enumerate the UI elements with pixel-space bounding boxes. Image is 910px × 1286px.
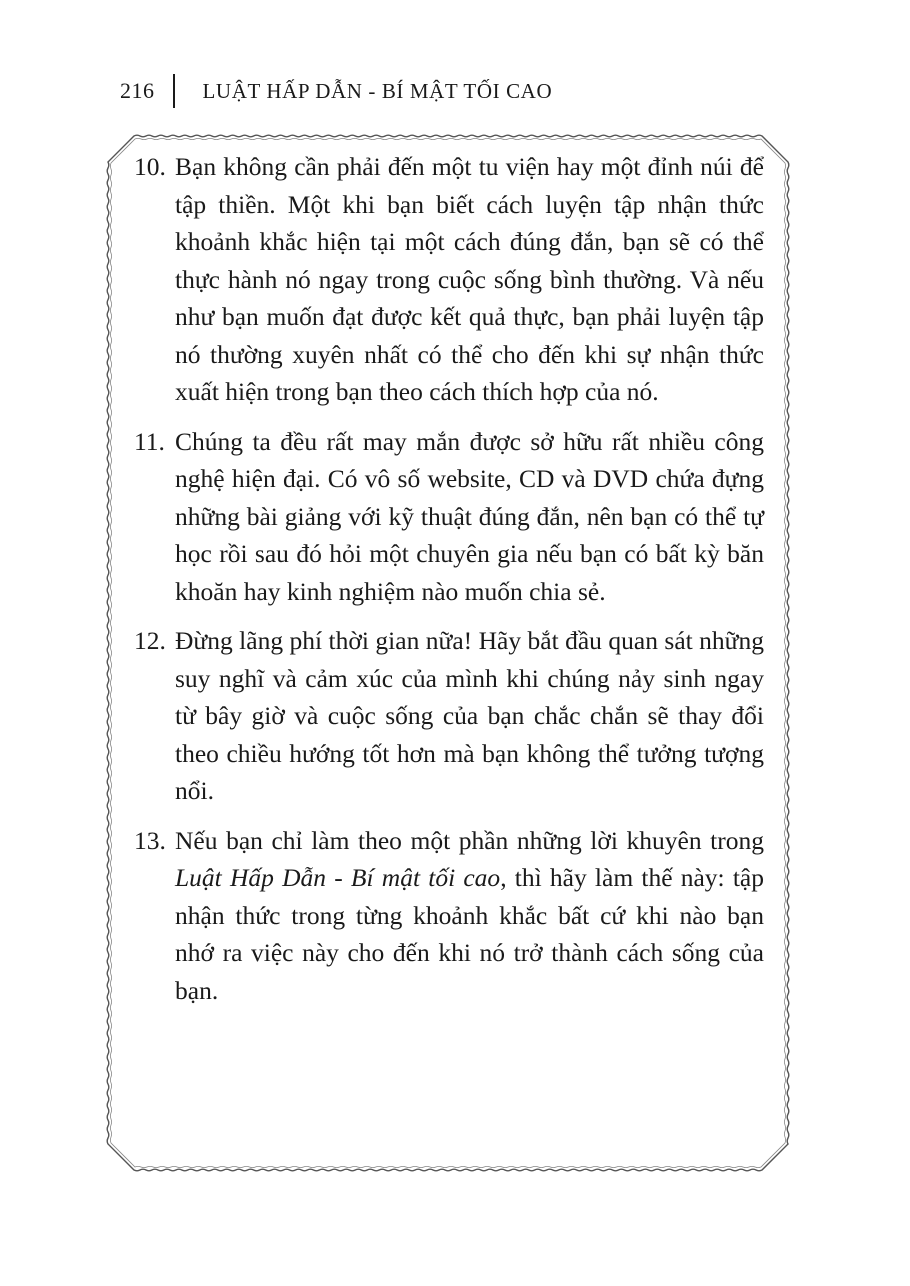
list-item (134, 423, 764, 611)
item-text (175, 822, 764, 1010)
list-item (134, 622, 764, 810)
item-number: 10. (134, 152, 166, 181)
item-number: 12. (134, 626, 166, 655)
item-number: 13. (134, 825, 166, 855)
list-content (134, 148, 764, 1021)
running-head (120, 74, 552, 108)
item-text-before: Nếu bạn chỉ làm theo một phần những lời khuyên trong (175, 825, 764, 855)
item-text-after: , thì hãy làm thế này: tập nhận thức trong từng khoảnh khắc bất cứ khi nào bạn nhớ ra việc này cho đến khi nó trở thành cách sống của bạn. (175, 863, 764, 1005)
item-text: Chúng ta đều rất may mắn được sở hữu rất nhiều công nghệ hiện đại. Có vô số website, CD và DVD chứa đựng những bài giảng với kỹ thuật đúng đắn, nên bạn có thể tự học rồi sau đó hỏi một chuyên gia nếu bạn có bất kỳ băn khoăn hay kinh nghiệm nào muốn chia sẻ. (175, 426, 764, 606)
list-item (134, 148, 764, 411)
item-number: 11. (134, 426, 165, 456)
header-divider (173, 74, 175, 108)
item-book-title-italic: Luật Hấp Dẫn - Bí mật tối cao (175, 863, 501, 892)
list-item (134, 822, 764, 1010)
item-text: Đừng lãng phí thời gian nữa! Hãy bắt đầu quan sát những suy nghĩ và cảm xúc của mình khi chúng nảy sinh ngay từ bây giờ và cuộc sống của bạn chắc chắn sẽ thay đổi theo chiều hướng tốt hơn mà bạn không thể tưởng tượng nổi. (175, 626, 764, 805)
book-title: LUẬT HẤP DẪN - BÍ MẬT TỐI CAO (202, 78, 553, 103)
page-number: 216 (120, 78, 155, 103)
item-text: Bạn không cần phải đến một tu viện hay một đỉnh núi để tập thiền. Một khi bạn biết cách luyện tập nhận thức khoảnh khắc hiện tại một cách đúng đắn, bạn sẽ có thể thực hành nó ngay trong cuộc sống bình thường. Và nếu như bạn muốn đạt được kết quả thực, bạn phải luyện tập nó thường xuyên nhất có thể cho đến khi sự nhận thức xuất hiện trong bạn theo cách thích hợp của nó. (175, 152, 764, 406)
